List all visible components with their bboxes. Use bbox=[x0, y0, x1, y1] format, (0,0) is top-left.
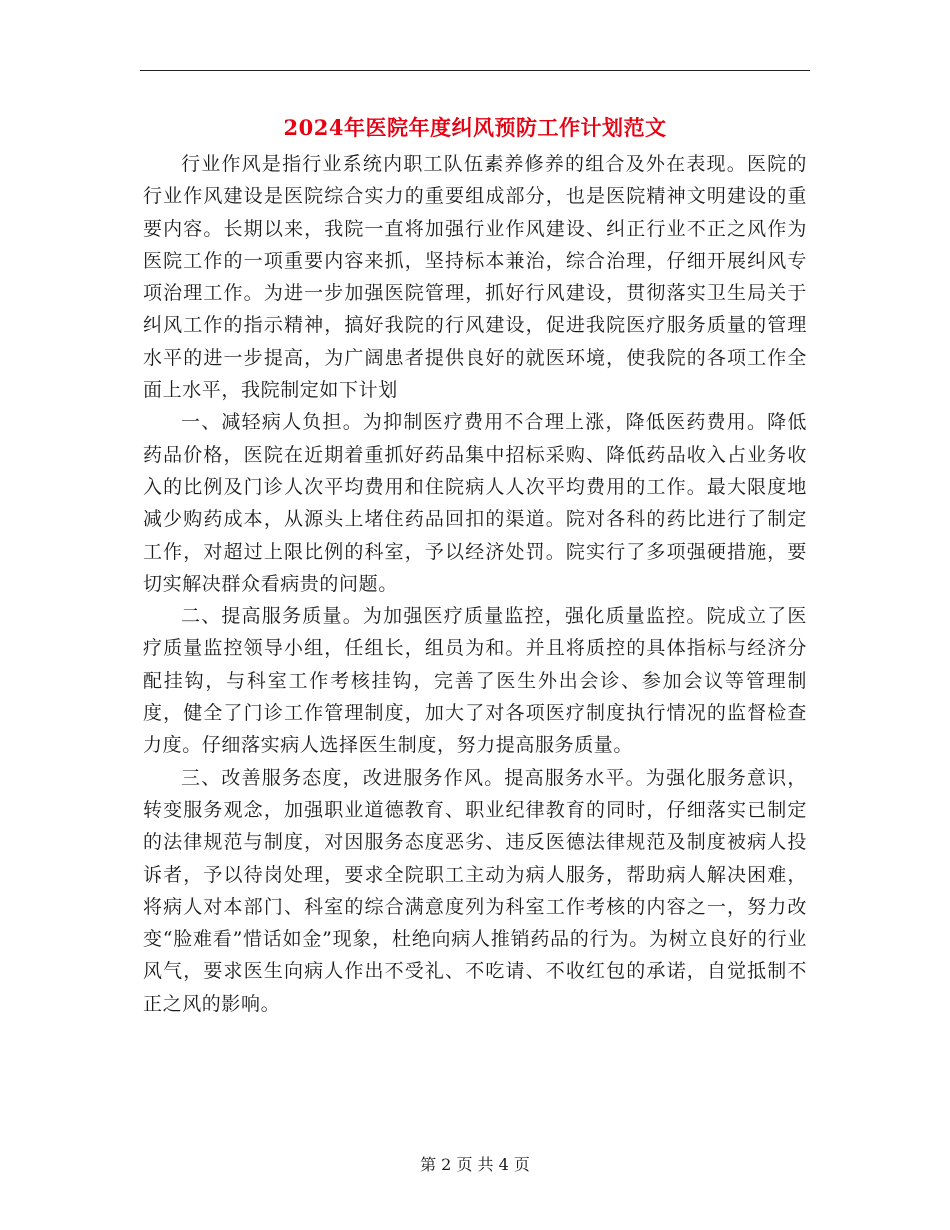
page-number-footer: 第 2 页 共 4 页 bbox=[420, 1155, 530, 1174]
header-rule bbox=[140, 70, 810, 71]
paragraph-intro: 行业作风是指行业系统内职工队伍素养修养的组合及外在表现。医院的行业作风建设是医院综合实力的重要组成部分，也是医院精神文明建设的重要内容。长期以来，我院一直将加强行业作风建设、纠正行业不正之风作为医院工作的一项重要内容来抓，坚持标本兼治，综合治理，仔细开展纠风专项治理工作。为进一步加强医院管理，抓好行风建设，贯彻落实卫生局关于纠风工作的指示精神，搞好我院的行风建设，促进我院医疗服务质量的管理水平的进一步提高，为广阔患者提供良好的就医环境，使我院的各项工作全面上水平，我院制定如下计划 bbox=[143, 153, 807, 402]
document-title: 2024年医院年度纠风预防工作计划范文 bbox=[283, 115, 667, 140]
document-body bbox=[143, 148, 807, 1020]
paragraph-section-1: 一、减轻病人负担。为抑制医疗费用不合理上涨，降低医药费用。降低药品价格，医院在近期着重抓好药品集中招标采购、降低药品收入占业务收入的比例及门诊人次平均费用和住院病人人次平均费用的工作。最大限度地减少购药成本，从源头上堵住药品回扣的渠道。院对各科的药比进行了制定工作，对超过上限比例的科室，予以经济处罚。院实行了多项强硬措施，要切实解决群众看病贵的问题。 bbox=[143, 411, 807, 595]
paragraph-section-2: 二、提高服务质量。为加强医疗质量监控，强化质量监控。院成立了医疗质量监控领导小组，任组长，组员为和。并且将质控的具体指标与经济分配挂钩，与科室工作考核挂钩，完善了医生外出会诊、参加会议等管理制度，健全了门诊工作管理制度，加大了对各项医疗制度执行情况的监督检查力度。仔细落实病人选择医生制度，努力提高服务质量。 bbox=[143, 605, 807, 757]
paragraph-section-3: 三、改善服务态度，改进服务作风。提高服务水平。为强化服务意识，转变服务观念，加强职业道德教育、职业纪律教育的同时，仔细落实已制定的法律规范与制度，对因服务态度恶劣、违反医德法律规范及制度被病人投诉者，予以待岗处理，要求全院职工主动为病人服务，帮助病人解决困难，将病人对本部门、科室的综合满意度列为科室工作考核的内容之一，努力改变“脸难看”惜话如金”现象，杜绝向病人推销药品的行为。为树立良好的行业风气，要求医生向病人作出不受礼、不吃请、不收红包的承诺，自觉抵制不正之风的影响。 bbox=[143, 766, 807, 1015]
